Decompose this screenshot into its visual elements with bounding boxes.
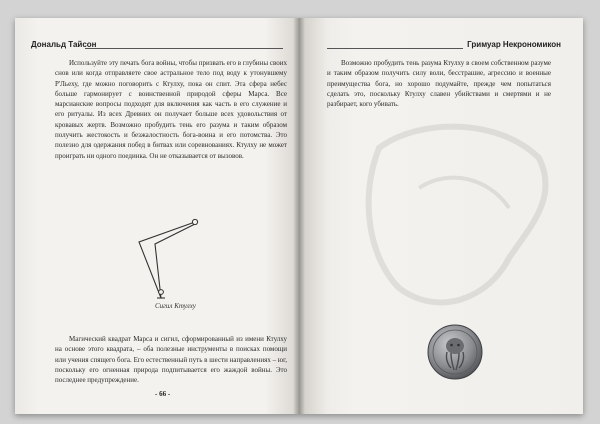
right-paragraph-1 [327, 58, 551, 109]
sigil-start-circle [192, 219, 197, 224]
open-book [15, 18, 583, 414]
cthulhu-coin-image [427, 324, 483, 380]
cthulhu-sigil-figure [115, 214, 215, 300]
running-head-author: Дональд Тайсон [31, 40, 97, 49]
left-page [15, 18, 299, 414]
running-head-title: Гримуар Некрономикон [467, 40, 561, 49]
right-page [299, 18, 583, 414]
left-paragraph-2 [55, 334, 287, 385]
sigil-end-circle [159, 290, 164, 295]
paragraph-text: Используйте эту печать бога войны, чтобы призвать его в глубины своих снов или когда отправляете свое астральное тело под воду к утонувшему Р'Льеху, где можно поговорить с Ктулху, пока он спит. Эта сфера небес больше гармонирует с воинственной природой сферы Марса. Все марсианские вопросы подходят для включения как часть в его служение и его ритуалы. Из всех Древних он получает больше всех удовольствия от кровавых жертв. Возможно пробудить тень его разума и таким образом получить жестокость и безжалостность бога-воина и его потомства. Это полезно для одержания побед в битвах или соревнованиях. Ктулху не может проиграть ни одного поединка. Он не отказывается от вызовов. [55, 59, 287, 160]
left-paragraph-1 [55, 58, 287, 161]
page-number: - 66 - [155, 390, 171, 398]
figure-caption: Сигил Ктулху [155, 302, 196, 310]
sigil-line [139, 222, 195, 298]
header-rule [327, 48, 463, 49]
header-rule [85, 48, 283, 49]
paragraph-text: Магический квадрат Марса и сигил, сформированный из имени Ктулху на основе этого квадрата, – оба полезные инструменты в поисках помощи или учения спящего бога. Его естественный путь в шести направлениях – юг, поскольку его огненная природа подпитывается его жаждой войны. Это последнее предупреждение. [55, 335, 287, 385]
bleed-through-illustration [359, 108, 559, 338]
paragraph-text: Возможно пробудить тень разума Ктулху в своем собственном разуме и таким образом получить силу воли, бесстрашие, агрессию и военные преимущества бога, но хорошо подумайте, прежде чем попытаться сделать это, поскольку Ктулху славен убийствами и смертями и не разбирает, кого убивать. [327, 59, 551, 109]
book-gutter [293, 18, 305, 414]
